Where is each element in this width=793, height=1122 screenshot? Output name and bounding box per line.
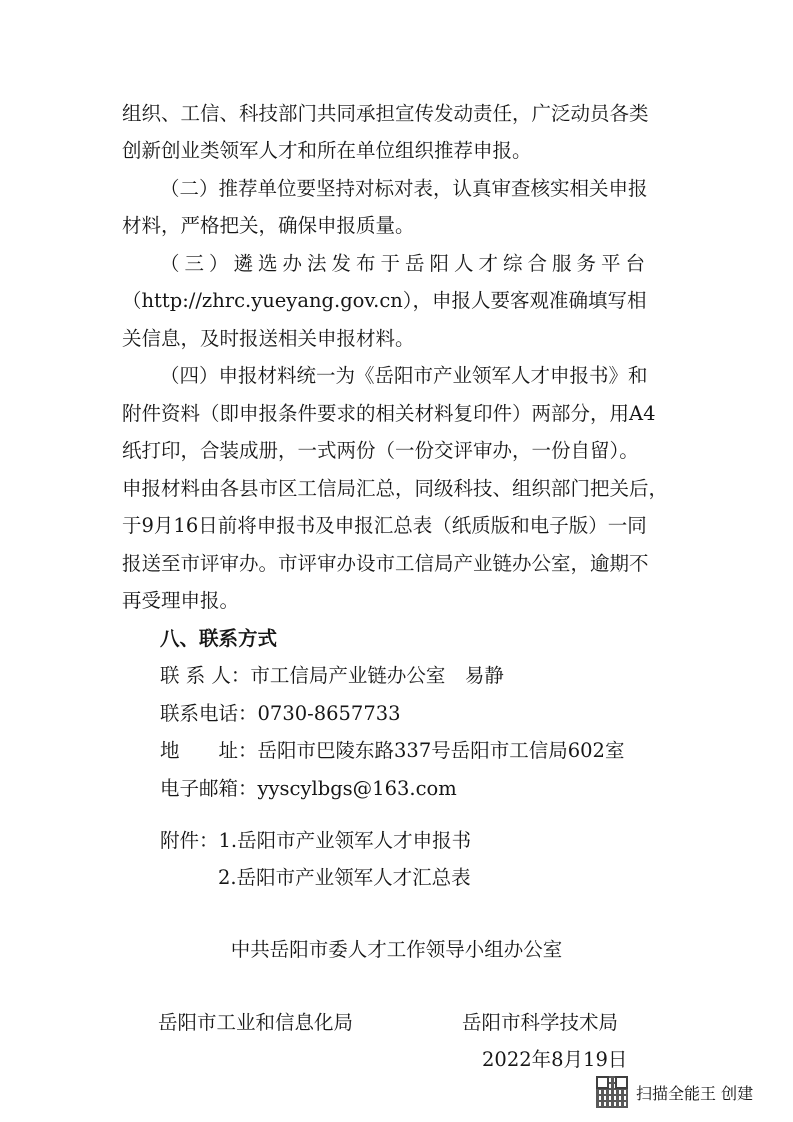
attachment-line-1: 附件：1.岳阳市产业领军人才申报书	[160, 829, 472, 852]
signature-org-science-bureau: 岳阳市科学技术局	[462, 1011, 619, 1034]
signature-org-industry-bureau: 岳阳市工业和信息化局	[158, 1011, 354, 1034]
paragraph-4-line-5: 于9月16日前将申报书及申报汇总表（纸质版和电子版）一同	[122, 514, 647, 537]
contact-person: 联 系 人：市工信局产业链办公室 易静	[160, 664, 504, 687]
paragraph-3-line-1: （三）遴选办法发布于岳阳人才综合服务平台	[160, 252, 651, 275]
paragraph-4-line-6: 报送至市评审办。市评审办设市工信局产业链办公室，逾期不	[122, 552, 649, 575]
contact-email: 电子邮箱：yyscylbgs@163.com	[160, 777, 457, 800]
scanner-watermark	[596, 1076, 753, 1108]
paragraph-1-line-1: 组织、工信、科技部门共同承担宣传发动责任，广泛动员各类	[122, 102, 649, 125]
paragraph-4-line-3: 纸打印，合装成册，一式两份（一份交评审办，一份自留）。	[122, 439, 639, 462]
paragraph-4-line-7: 再受理申报。	[122, 589, 240, 612]
qr-code-icon	[596, 1076, 628, 1108]
contact-heading: 八、联系方式	[160, 627, 278, 650]
signature-date: 2022年8月19日	[482, 1048, 628, 1071]
contact-address: 地 址：岳阳市巴陵东路337号岳阳市工信局602室	[160, 739, 625, 762]
paragraph-4-line-1: （四）申报材料统一为《岳阳市产业领军人才申报书》和	[160, 364, 648, 387]
paragraph-3-line-3: 关信息，及时报送相关申报材料。	[122, 327, 415, 350]
contact-phone: 联系电话：0730-8657733	[160, 702, 401, 725]
paragraph-4-line-2: 附件资料（即申报条件要求的相关材料复印件）两部分，用A4	[122, 402, 656, 425]
paragraph-2-line-2: 材料，严格把关，确保申报质量。	[122, 214, 415, 237]
paragraph-1-line-2: 创新创业类领军人才和所在单位组织推荐申报。	[122, 139, 532, 162]
paragraph-4-line-4: 申报材料由各县市区工信局汇总，同级科技、组织部门把关后，	[122, 477, 669, 500]
attachment-line-2: 2.岳阳市产业领军人才汇总表	[218, 866, 471, 889]
paragraph-3-line-2: （http://zhrc.yueyang.gov.cn），申报人要客观准确填写相	[122, 289, 647, 312]
watermark-text: 扫描全能王 创建	[636, 1083, 754, 1103]
paragraph-2-line-1: （二）推荐单位要坚持对标对表，认真审查核实相关申报	[160, 177, 648, 200]
signature-org-talent-office: 中共岳阳市委人才工作领导小组办公室	[230, 938, 563, 961]
